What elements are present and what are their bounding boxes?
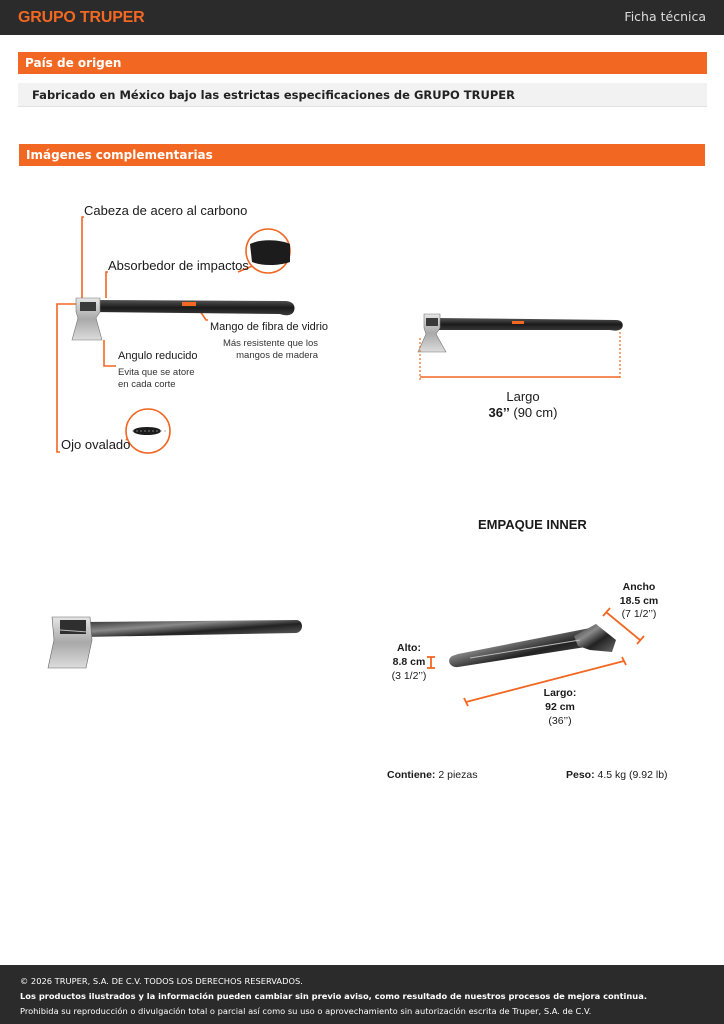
- product-photo-axe: [48, 617, 302, 668]
- callout-angle-desc: Evita que se atore en cada corte: [118, 367, 195, 390]
- contents-label: Contiene:: [387, 769, 436, 781]
- length-value: [463, 405, 583, 420]
- callout-angle-title: Angulo reducido: [118, 350, 198, 362]
- callout-eye: Ojo ovalado: [61, 437, 131, 452]
- packaging-title: EMPAQUE INNER: [478, 517, 587, 532]
- packaging-bag: [449, 624, 616, 667]
- origin-heading: País de origen: [18, 52, 707, 74]
- length-imperial: 36’’: [488, 405, 510, 420]
- pkg-length-metric: 92 cm: [545, 701, 575, 713]
- callout-head: Cabeza de acero al carbono: [84, 203, 248, 218]
- weight-value: 4.5 kg (9.92 lb): [597, 769, 668, 781]
- footer-notice: Los productos ilustrados y la información pueden cambiar sin previo aviso, como resultado de nuestros procesos de mejora continua.: [20, 991, 647, 1001]
- callout-handle-desc: Más resistente que los mangos de madera: [222, 338, 318, 361]
- length-metric: (90 cm): [513, 405, 558, 420]
- pkg-length-label: Largo:: [543, 687, 577, 699]
- weight-label: Peso:: [566, 769, 595, 781]
- callout-handle-title: Mango de fibra de vidrio: [210, 321, 329, 333]
- width-metric: 18.5 cm: [619, 595, 659, 607]
- brand-logo[interactable]: GRUPO TRUPER: [18, 9, 145, 26]
- height-label: Alto:: [397, 642, 421, 654]
- annotated-axe: [57, 217, 295, 453]
- pkg-length-imperial: (36’’): [548, 715, 572, 727]
- contents-value: 2 piezas: [438, 769, 478, 781]
- images-heading: Imágenes complementarias: [19, 144, 705, 166]
- height-metric: 8.8 cm: [392, 656, 426, 668]
- length-axe: [418, 314, 623, 380]
- origin-text: Fabricado en México bajo las estrictas especificaciones de GRUPO TRUPER: [18, 83, 707, 107]
- height-imperial: (3 1/2’’): [391, 670, 427, 682]
- contents: [387, 769, 477, 781]
- footer-prohibition: Prohibida su reproducción o divulgación total o parcial así como su uso o aprovechamiento sin autorización escrita de Truper, S.A. de C.V.: [20, 1006, 592, 1016]
- footer: [0, 965, 724, 1024]
- width-label: Ancho: [622, 581, 656, 593]
- width-imperial: (7 1/2’’): [621, 608, 657, 620]
- footer-copyright: © 2026 TRUPER, S.A. DE C.V. TODOS LOS DERECHOS RESERVADOS.: [20, 976, 303, 986]
- length-label: Largo: [506, 389, 540, 404]
- document-title: Ficha técnica: [624, 9, 706, 24]
- callout-absorber: Absorbedor de impactos: [108, 258, 249, 273]
- weight: [566, 769, 668, 781]
